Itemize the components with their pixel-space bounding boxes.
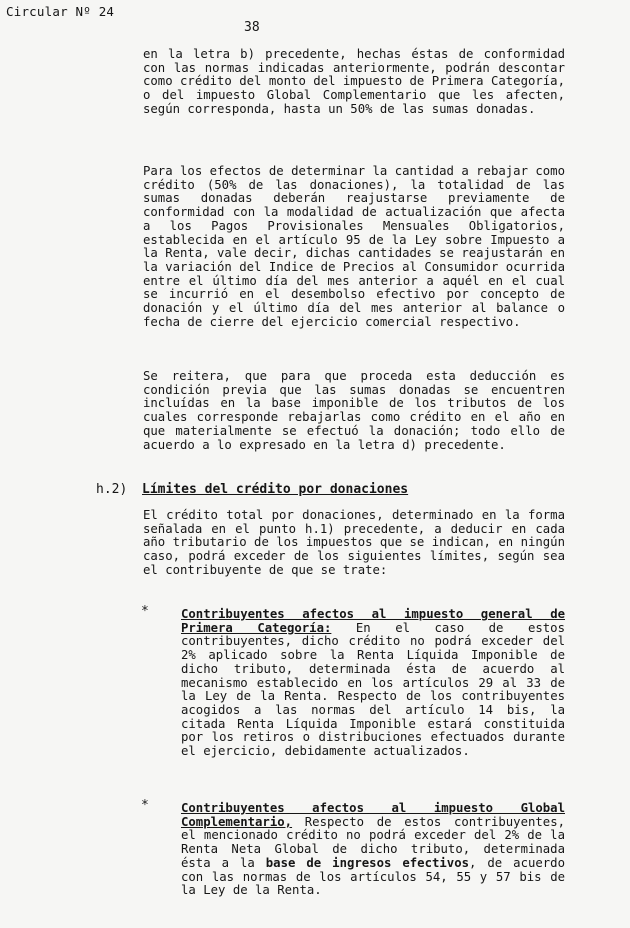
bullet-heading: Contribuyentes afectos al impuesto general de Primera Categoría: bbox=[181, 607, 565, 635]
bullet-global-complementario bbox=[181, 802, 565, 898]
bullet-mark: * bbox=[141, 798, 149, 813]
section-label: h.2) bbox=[96, 482, 128, 497]
paragraph-readjustment: Para los efectos de determinar la cantidad a rebajar como crédito (50% de las donaciones), la totalidad de las sumas donadas deberán reajustarse previamente de conformidad con la modalidad de actualización que afecta a los Pagos Provisionales Mensuales Obligatorios, establecida en el artículo 95 de la Ley sobre Impuesto a la Renta, vale decir, dichas cantidades se reajustarán en la variación del Indice de Precios al Consumidor ocurrida entre el último día del mes anterior a aquél en el cual se incurrió en el desembolso efectivo por concepto de donación y el último día del mes anterior al balance o fecha de cierre del ejercicio comercial respectivo. bbox=[143, 164, 565, 329]
bullet-heading: Contribuyentes afectos al impuesto Global Complementario, bbox=[181, 801, 565, 829]
paragraph-credit-limits: El crédito total por donaciones, determinado en la forma señalada en el punto h.1) precedente, a deducir en cada año tributario de los impuestos que se indican, en ningún caso, podrá exceder de los siguientes límites, según sea el contribuyente de que se trate: bbox=[143, 508, 565, 577]
bullet-text: En el caso de estos contribuyentes, dicho crédito no podrá exceder del 2% aplicado sobre la Renta Líquida Imponible de dicho tributo, determinada ésta de acuerdo al mecanismo establecido en los artículos 29 al 33 de la Ley de la Renta. Respecto de los contribuyentes acogidos a las normas del artículo 14 bis, la citada Renta Líquida Imponible estará constituida por los retiros o distribuciones efectuados durante el ejercicio, debidamente actualizados. bbox=[181, 620, 565, 759]
bullet-bold-term: base de ingresos efectivos bbox=[265, 855, 469, 870]
page-number: 38 bbox=[244, 20, 260, 35]
paragraph-reiteration: Se reitera, que para que proceda esta deducción es condición previa que las sumas donadas se encuentren incluídas en la base imponible de los tributos de los cuales corresponde rebajarlas como crédito en el año en que materialmente se efectuó la donación; todo ello de acuerdo a lo expresado en la letra d) precedente. bbox=[143, 369, 565, 452]
bullet-text: , de acuerdo con las normas de los artículos 54, 55 y 57 bis de la Ley de la Renta. bbox=[181, 855, 565, 898]
bullet-text: Respecto de estos contribuyentes, el mencionado crédito no podrá exceder del 2% de la Renta Neta Global de dicho tributo, determinada ésta a la bbox=[181, 814, 566, 870]
circular-header: Circular Nº 24 bbox=[6, 4, 115, 19]
paragraph-donation-credit: en la letra b) precedente, hechas éstas de conformidad con las normas indicadas anteriormente, podrán descontar como crédito del monto del impuesto de Primera Categoría, o del impuesto Global Complementario que les afecten, según corresponda, hasta un 50% de las sumas donadas. bbox=[143, 47, 565, 116]
bullet-primera-categoria bbox=[181, 608, 565, 759]
section-title: Límites del crédito por donaciones bbox=[142, 482, 409, 497]
bullet-mark: * bbox=[141, 604, 149, 619]
